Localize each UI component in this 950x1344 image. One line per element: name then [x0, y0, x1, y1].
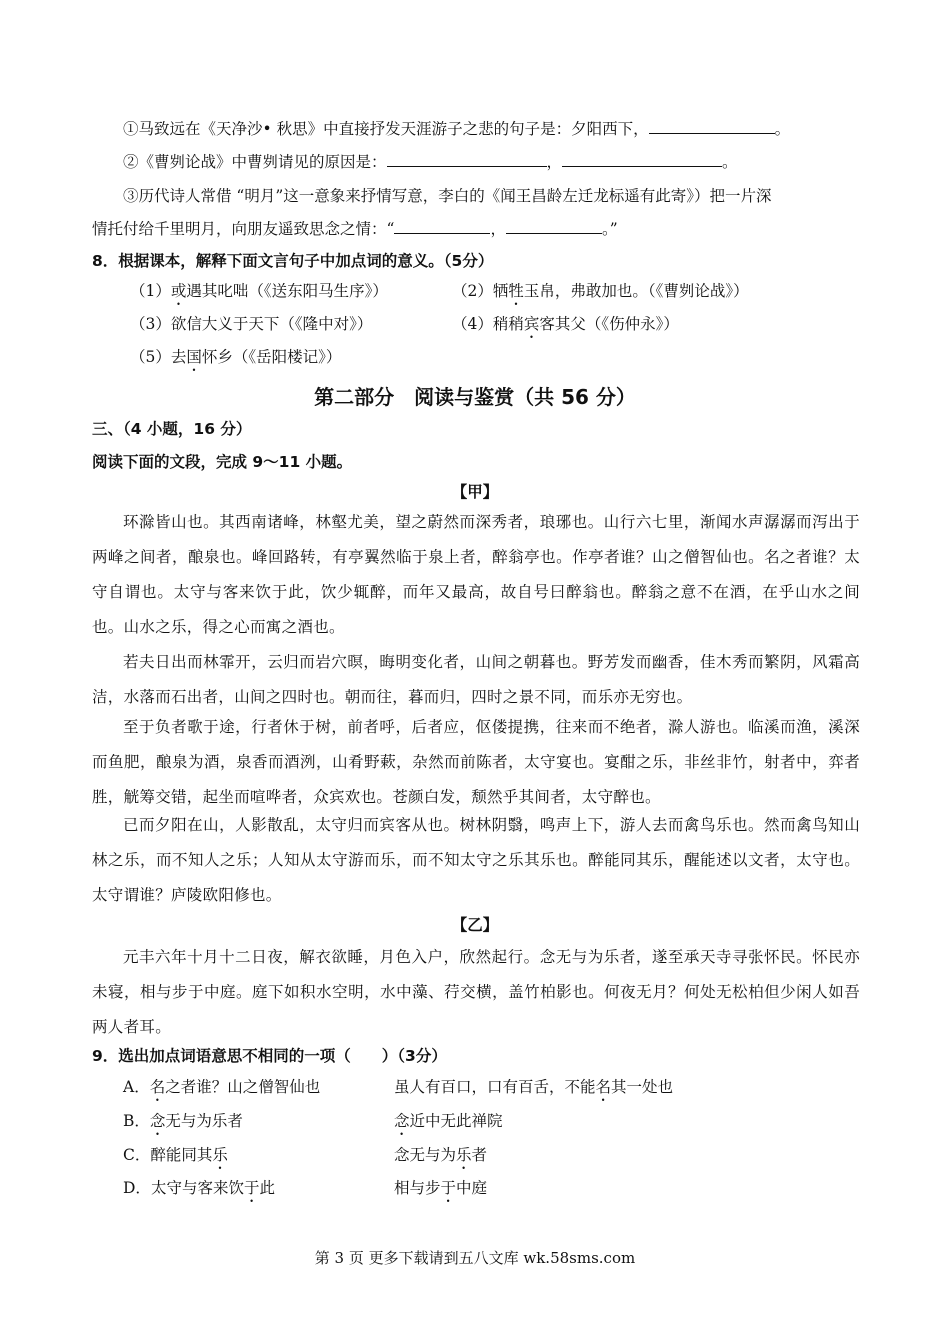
- q9-option-d-right: [394, 1177, 487, 1206]
- q7-item-3-line-1: [123, 185, 772, 207]
- answer-blank[interactable]: [506, 218, 602, 234]
- option-label: D．: [123, 1179, 151, 1197]
- q8-item-4-text: （4）稍稍: [452, 315, 524, 333]
- passage-jia-paragraph-1: 环滁皆山也。其西南诸峰，林壑尤美，望之蔚然而深秀者，琅琊也。山行六七里，渐闻水声潺潺而泻出于两峰之间者，酿泉也。峰回路转，有亭翼然临于泉上者，醉翁亭也。作亭者谁？山之僧智仙也。名之者谁？太守自谓也。太守与客来饮于此，饮少辄醉，而年又最高，故自号曰醉翁也。醉翁之意不在酒，在乎山水之间也。山水之乐，得之心而寓之酒也。: [92, 513, 860, 636]
- dotted-word: 于: [440, 1179, 457, 1197]
- page-footer: 第 3 页 更多下载请到五八文库 wk.58sms.com: [314, 1249, 636, 1267]
- passage-yi-paragraph-1: 元丰六年十月十二日夜，解衣欲睡，月色入户，欣然起行。念无与为乐者，遂至承天寺寻张怀民。怀民亦未寝，相与步于中庭。庭下如积水空明，水中藻、荇交横，盖竹柏影也。何夜无月？何处无松柏但少闲人如吾两人者耳。: [92, 948, 860, 1036]
- q9-option-c-left[interactable]: [123, 1144, 228, 1173]
- q9-option-a-left[interactable]: [123, 1076, 320, 1105]
- q8-title: 8．根据课本，解释下面文言句子中加点词的意义。（5分）: [92, 252, 494, 270]
- dotted-word: 名: [149, 1078, 166, 1096]
- q9-option-b-left[interactable]: [123, 1110, 243, 1139]
- option-text: 醉能同其: [150, 1146, 213, 1164]
- option-text: 近中无此禅院: [409, 1112, 503, 1130]
- option-text: 太守与客来饮: [150, 1179, 244, 1197]
- dotted-word: 于: [243, 1179, 260, 1197]
- q7-item-2-text: ②《曹刿论战》中曹刿请见的原因是：: [123, 153, 387, 171]
- q8-item-5-text-2: 怀乡（《岳阳楼记》）: [201, 348, 342, 366]
- option-text: 相与步: [394, 1179, 441, 1197]
- answer-blank[interactable]: [394, 218, 490, 234]
- passage-jia-label: 【甲】: [451, 482, 499, 501]
- dotted-word: 乐: [456, 1146, 472, 1164]
- q9-option-d-left[interactable]: [123, 1177, 275, 1206]
- q7-item-3-line-2: [92, 218, 618, 240]
- q9-option-c-right: [394, 1144, 487, 1173]
- passage-yi-label: 【乙】: [451, 915, 499, 934]
- dotted-word: 念: [149, 1112, 166, 1130]
- passage-jia-paragraph-2: 若夫日出而林霏开，云归而岩穴暝，晦明变化者，山间之朝暮也。野芳发而幽香，佳木秀而繁阴，风霜高洁，水落而石出者，山间之四时也。朝而往，暮而归，四时之景不同，而乐亦无穷也。: [92, 653, 860, 706]
- answer-blank[interactable]: [387, 151, 547, 167]
- dotted-word: 名: [595, 1078, 612, 1096]
- punct: 。”: [601, 220, 618, 238]
- option-text-2: 中庭: [456, 1179, 488, 1197]
- option-text-2: 者: [471, 1146, 488, 1164]
- option-label: C．: [123, 1146, 151, 1164]
- reading-instruction: 阅读下面的文段，完成 9～11 小题。: [92, 453, 353, 471]
- q7-item-2: [123, 151, 738, 173]
- q8-item-5: [130, 346, 341, 375]
- q9-title: 9．选出加点词语意思不相同的一项（ ）（3分）: [92, 1047, 447, 1065]
- option-text: 念无与为: [394, 1146, 457, 1164]
- q8-item-3: （3）欲信大义于天下（《隆中对》）: [130, 315, 373, 333]
- q9-option-b-right: [394, 1110, 503, 1139]
- q8-item-2-text: （2）牺: [452, 282, 509, 300]
- q8-item-2-text-2: 玉帛，弗敢加也。（《曹刿论战》）: [523, 282, 749, 300]
- punct: ，: [490, 220, 506, 238]
- dotted-word: 念: [394, 1112, 410, 1130]
- q7-item-1-text: ①马致远在《天净沙• 秋思》中直接抒发天涯游子之悲的句子是：夕阳西下，: [123, 120, 649, 138]
- q8-item-2: [452, 280, 749, 309]
- dotted-word: 牲: [508, 282, 524, 300]
- dotted-word: 乐: [212, 1146, 228, 1164]
- dotted-word: 或: [170, 282, 187, 300]
- passage-jia-paragraph-4: 已而夕阳在山，人影散乱，太守归而宾客从也。树林阴翳，鸣声上下，游人去而禽鸟乐也。然而禽鸟知山林之乐，而不知人之乐；人知从太守游而乐，而不知太守之乐其乐也。醉能同其乐，醒能述以文者，太守也。太守谓谁？庐陵欧阳修也。: [92, 816, 860, 904]
- option-label: A．: [123, 1078, 150, 1096]
- q7-item-3-text-2: 情托付给千里明月，向朋友遥致思念之情：“: [92, 220, 395, 238]
- q7-item-3-text: ③历代诗人常借 “明月”这一意象来抒情写意，李白的《闻王昌龄左迁龙标遥有此寄》）把一片深: [123, 187, 772, 205]
- q8-item-1-text: 遇其叱咄（《送东阳马生序》）: [186, 282, 388, 300]
- answer-blank[interactable]: [649, 118, 775, 134]
- option-text: 无与为乐者: [165, 1112, 243, 1130]
- punct: ，: [546, 153, 563, 171]
- q8-item-1: [130, 280, 388, 309]
- punct: 。: [722, 153, 738, 171]
- dotted-word: 宾: [523, 315, 540, 333]
- option-label: B．: [123, 1112, 150, 1130]
- q8-item-4-text-2: 客其父（《伤仲永》）: [539, 315, 679, 333]
- answer-blank[interactable]: [562, 151, 722, 167]
- dotted-word: 国: [186, 348, 202, 366]
- q8-item-4: [452, 313, 679, 342]
- option-text: 虽人有百口，口有百舌，不能: [394, 1078, 596, 1096]
- q9-option-a-right: [394, 1076, 673, 1105]
- part-2-title: 第二部分 阅读与鉴赏（共 56 分）: [314, 385, 636, 409]
- option-text: 之者谁？山之僧智仙也: [165, 1078, 321, 1096]
- option-text-2: 此: [259, 1179, 275, 1197]
- q7-item-1: [123, 118, 790, 140]
- punct: 。: [774, 120, 791, 138]
- q8-item-1-number: （1）: [130, 282, 171, 300]
- section-heading: 三、（4 小题，16 分）: [92, 420, 252, 438]
- option-text-2: 其一处也: [611, 1078, 674, 1096]
- passage-jia-paragraph-3: 至于负者歌于途，行者休于树，前者呼，后者应，伛偻提携，往来而不绝者，滁人游也。临溪而渔，溪深而鱼肥，酿泉为酒，泉香而酒洌，山肴野蔌，杂然而前陈者，太守宴也。宴酣之乐，非丝非竹，射者中，弈者胜，觥筹交错，起坐而喧哗者，众宾欢也。苍颜白发，颓然乎其间者，太守醉也。: [92, 718, 860, 806]
- q8-item-5-text: （5）去: [130, 348, 187, 366]
